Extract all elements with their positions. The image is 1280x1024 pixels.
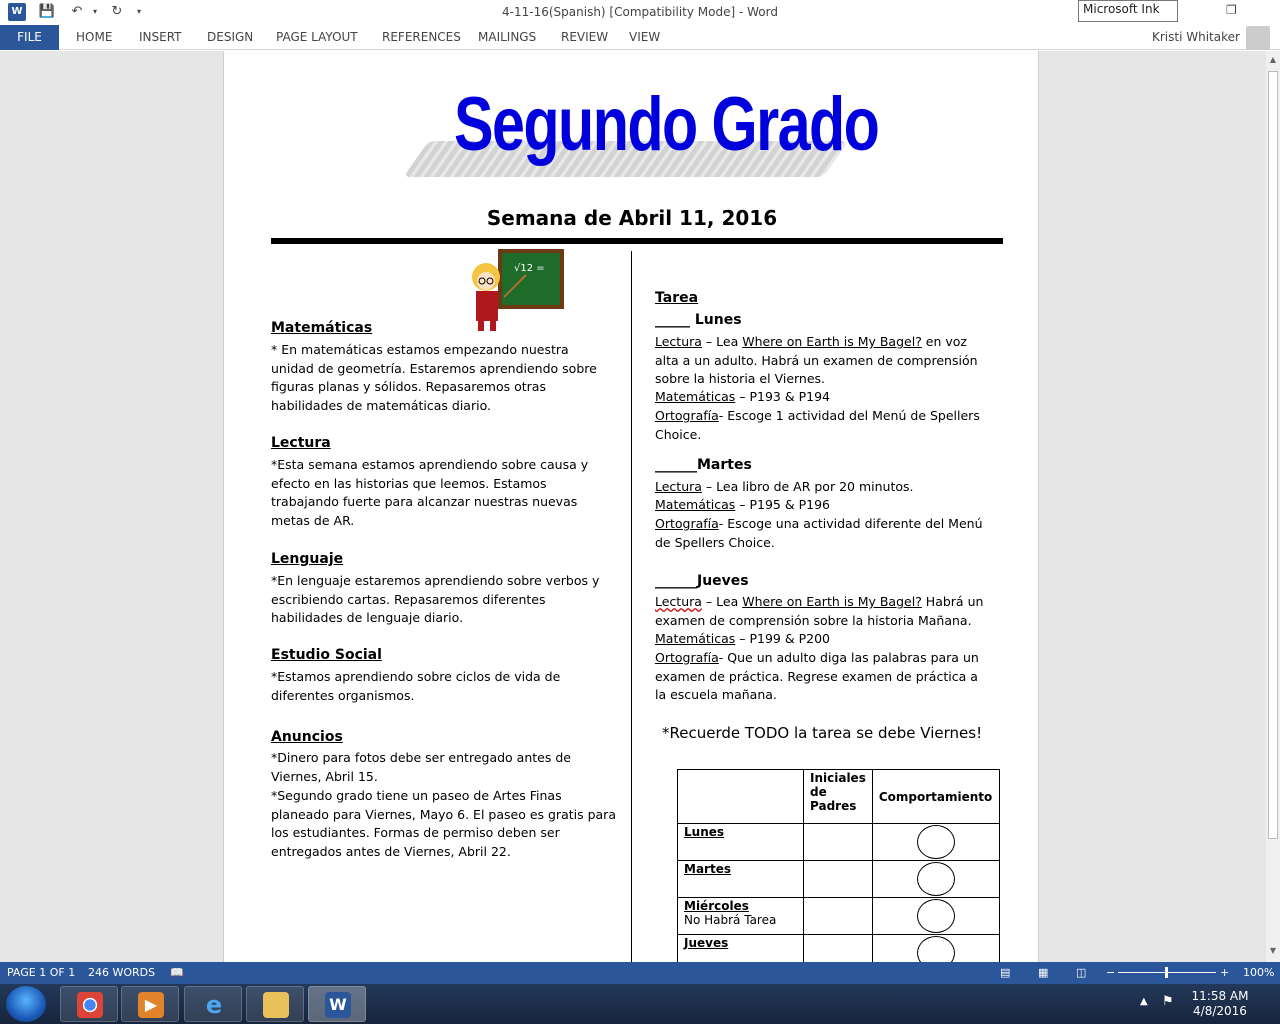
homework-reminder: *Recuerde TODO la tarea se debe Viernes!: [662, 724, 983, 742]
web-layout-icon[interactable]: ◫: [1076, 966, 1087, 979]
ie-taskbar-button[interactable]: [184, 986, 242, 1022]
behavior-table: [677, 769, 1000, 962]
show-hidden-icons[interactable]: ▲: [1140, 996, 1148, 1007]
teacher-clipart: [462, 249, 566, 335]
save-icon[interactable]: 💾: [38, 4, 56, 19]
ribbon-tabs: [0, 25, 1280, 50]
text: – P195 & P196: [735, 497, 830, 512]
tab-view[interactable]: VIEW: [629, 30, 661, 44]
action-center-icon[interactable]: ⚑: [1162, 994, 1174, 1009]
announcement-2: *Segundo grado tiene un paseo de Artes Finas planeado para Viernes, Mayo 6. El paseo es gratis para los estudiantes. Formas de permiso deben ser entregados antes de Viernes, Abril 22.: [271, 788, 616, 859]
text: - Escoge 1 actividad del Menú de Spellers Choice.: [655, 408, 980, 442]
microsoft-ink-tooltip: Microsoft Ink: [1078, 0, 1178, 22]
parent-initials-header: Iniciales de Padres: [804, 770, 873, 824]
clock-date: 4/8/2016: [1193, 1004, 1247, 1018]
status-bar: [0, 962, 1280, 984]
monday-math: [655, 388, 990, 407]
thursday-spelling: [655, 649, 990, 705]
customize-toolbar-icon[interactable]: ▾: [136, 7, 141, 16]
scroll-up-icon[interactable]: ▲: [1269, 55, 1277, 64]
zoom-in-icon[interactable]: +: [1220, 966, 1230, 979]
proofing-icon[interactable]: 📖: [170, 966, 184, 979]
week-heading: Semana de Abril 11, 2016: [486, 206, 778, 230]
undo-icon[interactable]: ↶: [71, 4, 83, 19]
internet-explorer-icon: e: [205, 991, 223, 1019]
undo-dropdown-icon[interactable]: ▾: [92, 7, 97, 16]
document-title: Segundo Grado: [454, 82, 879, 167]
folder-icon: [263, 992, 289, 1018]
book-title: Where on Earth is My Bagel?: [742, 334, 922, 349]
read-mode-icon[interactable]: ▤: [1000, 966, 1011, 979]
tuesday-reading: [655, 478, 990, 497]
chrome-taskbar-button[interactable]: [60, 986, 118, 1022]
column-divider: [631, 251, 632, 962]
tab-insert[interactable]: INSERT: [139, 30, 182, 44]
thursday-math: [655, 630, 990, 649]
zoom-out-icon[interactable]: −: [1106, 966, 1116, 979]
behavior-circle: [917, 825, 955, 859]
title-bar: [0, 0, 1280, 25]
announcement-1: *Dinero para fotos debe ser entregado antes de Viernes, Abril 15.: [271, 750, 571, 784]
svg-text:√12 =: √12 =: [514, 263, 545, 274]
document-page[interactable]: [223, 51, 1039, 962]
word-logo-icon[interactable]: W: [8, 3, 26, 21]
reading-label: Lectura: [655, 479, 702, 494]
system-clock[interactable]: [1180, 989, 1260, 1019]
heading-rule: [271, 238, 1003, 244]
math-label: Matemáticas: [655, 631, 736, 646]
math-label: Matemáticas: [655, 497, 736, 512]
tab-page-layout[interactable]: PAGE LAYOUT: [276, 30, 358, 44]
math-heading: Matemáticas: [271, 320, 373, 336]
reading-label: Lectura: [655, 334, 702, 349]
language-paragraph: *En lenguaje estaremos aprendiendo sobre verbos y escribiendo cartas. Repasaremos diferentes habilidades de lenguaje diario.: [271, 573, 600, 625]
spelling-label: Ortografía: [655, 516, 719, 531]
table-row-label: [678, 898, 804, 935]
explorer-taskbar-button[interactable]: [246, 986, 304, 1022]
reading-heading: Lectura: [271, 435, 331, 451]
restore-icon[interactable]: ❐: [1226, 3, 1237, 17]
tab-home[interactable]: HOME: [76, 30, 113, 44]
row-label: Miércoles: [684, 899, 749, 913]
monday-heading: _____ Lunes: [655, 312, 742, 328]
tab-design[interactable]: DESIGN: [207, 30, 254, 44]
spelling-label: Ortografía: [655, 408, 719, 423]
document-area: [0, 51, 1266, 962]
table-row-label: [678, 861, 804, 898]
word-icon: W: [325, 992, 351, 1018]
tab-file[interactable]: FILE: [0, 25, 59, 50]
print-layout-icon[interactable]: ▦: [1038, 966, 1049, 979]
tuesday-spelling: [655, 515, 990, 552]
no-homework-note: No Habrá Tarea: [684, 913, 777, 927]
homework-heading: Tarea: [655, 290, 699, 306]
taskbar: [0, 984, 1280, 1024]
tab-review[interactable]: REVIEW: [561, 30, 609, 44]
chrome-icon: [77, 992, 103, 1018]
table-cell[interactable]: [804, 861, 873, 898]
thursday-heading: ______Jueves: [655, 573, 749, 589]
row-label: Martes: [684, 862, 731, 876]
table-row-label: [678, 824, 804, 861]
row-label: Lunes: [684, 825, 725, 839]
text: Habrá un examen de comprensión sobre la historia Mañana.: [655, 594, 984, 628]
vertical-scrollbar[interactable]: [1266, 51, 1280, 962]
media-taskbar-button[interactable]: [121, 986, 179, 1022]
zoom-level[interactable]: 100%: [1243, 966, 1275, 979]
clock-time: 11:58 AM: [1191, 989, 1249, 1003]
avatar[interactable]: [1246, 26, 1270, 50]
text: – Lea: [701, 334, 743, 349]
reading-paragraph: *Esta semana estamos aprendiendo sobre causa y efecto en las historias que leemos. Estamos trabajando fuerte para alcanzar nuestras nuevas metas de AR.: [271, 457, 589, 528]
text: – P193 & P194: [735, 389, 830, 404]
text: – P199 & P200: [735, 631, 830, 646]
start-button[interactable]: [6, 986, 46, 1022]
behavior-circle: [917, 862, 955, 896]
behavior-circle: [917, 899, 955, 933]
behavior-circle: [917, 936, 955, 962]
window-title: 4-11-16(Spanish) [Compatibility Mode] - Word: [502, 5, 778, 19]
thursday-reading: [655, 593, 990, 630]
table-cell[interactable]: [872, 935, 999, 963]
tab-mailings[interactable]: MAILINGS: [478, 30, 537, 44]
text: en voz alta a un adulto. Habrá un examen de comprensión sobre la historia el Viernes.: [655, 334, 978, 386]
scroll-thumb[interactable]: [1268, 71, 1278, 839]
word-count[interactable]: 246 WORDS: [88, 966, 156, 979]
social-studies-heading: Estudio Social: [271, 647, 382, 663]
table-cell[interactable]: [872, 898, 999, 935]
social-studies-paragraph: *Estamos aprendiendo sobre ciclos de vida de diferentes organismos.: [271, 669, 561, 703]
tuesday-heading: ______Martes: [655, 457, 752, 473]
word-taskbar-button[interactable]: [308, 986, 366, 1022]
redo-icon[interactable]: ↻: [111, 4, 123, 19]
book-title: Where on Earth is My Bagel?: [742, 594, 922, 609]
monday-reading: [655, 333, 990, 389]
table-cell[interactable]: [804, 824, 873, 861]
tab-references[interactable]: REFERENCES: [382, 30, 461, 44]
monday-spelling: [655, 407, 990, 444]
language-heading: Lenguaje: [271, 551, 344, 567]
table-cell[interactable]: [804, 898, 873, 935]
math-paragraph: * En matemáticas estamos empezando nuestra unidad de geometría. Estaremos aprendiendo sobre figuras planas y sólidos. Repasaremos otras habilidades de matemáticas diario.: [271, 342, 597, 413]
math-label: Matemáticas: [655, 389, 736, 404]
row-label: Jueves: [684, 936, 729, 950]
table-cell[interactable]: [872, 861, 999, 898]
announcements-heading: Anuncios: [271, 729, 343, 745]
scroll-down-icon[interactable]: ▼: [1269, 946, 1277, 955]
text: – Lea: [701, 594, 743, 609]
behavior-header: Comportamiento: [872, 770, 999, 824]
spelling-label: Ortografía: [655, 650, 719, 665]
text: - Que un adulto diga las palabras para un examen de práctica. Regrese examen de práctica a la escuela mañana.: [655, 650, 979, 702]
text: – Lea libro de AR por 20 minutos.: [701, 479, 914, 494]
text: - Escoge una actividad diferente del Menú de Spellers Choice.: [655, 516, 983, 550]
table-corner: [678, 770, 804, 824]
media-player-icon: ▶: [138, 992, 164, 1018]
page-count[interactable]: PAGE 1 OF 1: [7, 966, 76, 979]
reading-label: Lectura: [655, 594, 702, 609]
table-cell[interactable]: [872, 824, 999, 861]
zoom-slider-thumb[interactable]: [1165, 967, 1168, 978]
tuesday-math: [655, 496, 990, 515]
table-cell[interactable]: [804, 935, 873, 963]
user-name[interactable]: Kristi Whitaker: [1152, 30, 1240, 44]
table-row-label: [678, 935, 804, 963]
